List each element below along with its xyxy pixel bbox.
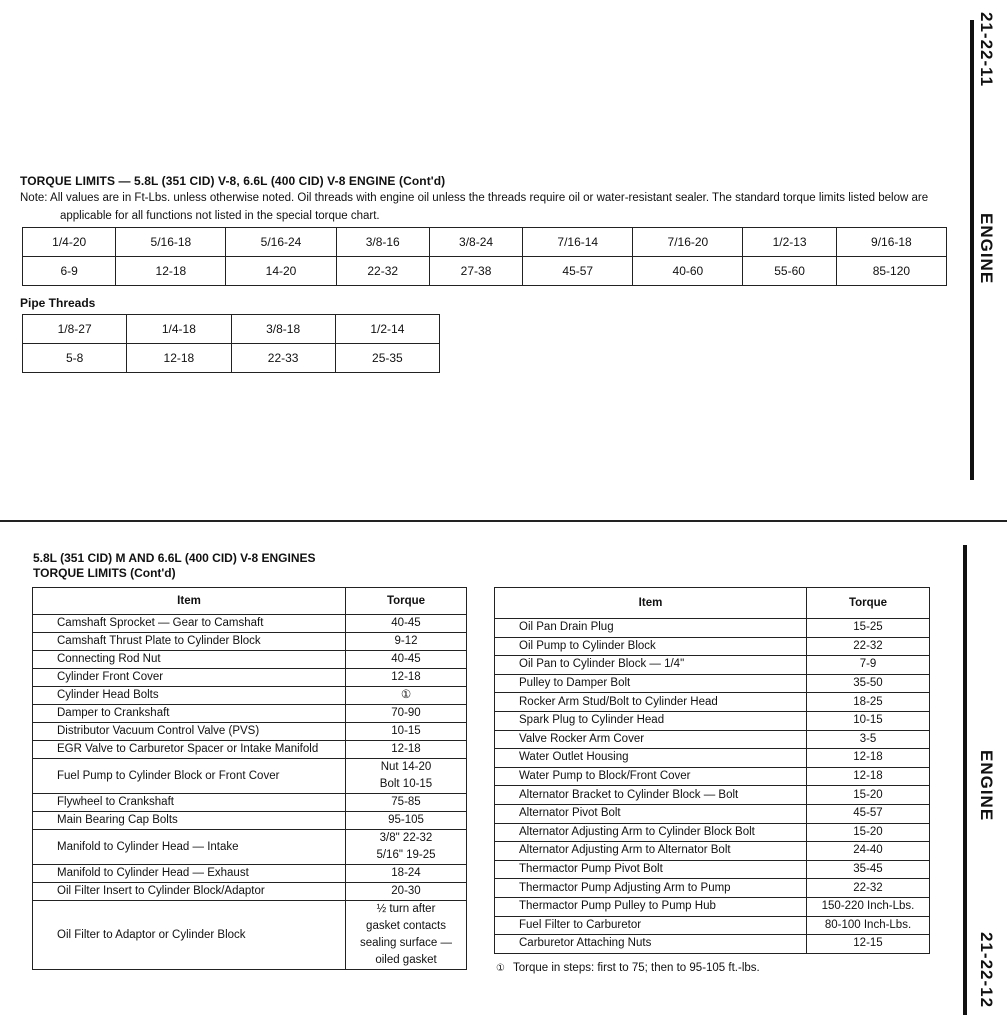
thread-torque-cell: 55-60 <box>743 257 836 286</box>
item-cell-line: Water Pump to Block/Front Cover <box>519 770 691 783</box>
thread-size-cell: 1/4-20 <box>23 228 116 257</box>
note-line-2: applicable for all functions not listed in the special torque chart. <box>60 210 380 222</box>
torque-table-right <box>494 587 930 954</box>
table-row <box>495 730 930 749</box>
item-cell <box>33 615 346 633</box>
table-row <box>33 669 467 687</box>
torque-cell-line: 15-20 <box>853 825 883 838</box>
item-cell <box>33 759 346 794</box>
footnote-mark: ① <box>496 963 505 974</box>
torque-cell <box>346 759 467 794</box>
torque-cell <box>807 804 930 823</box>
table-row <box>495 786 930 805</box>
item-cell <box>33 883 346 901</box>
side-label-bottom: ENGINE <box>977 750 996 822</box>
torque-cell <box>346 669 467 687</box>
thread-size-cell: 3/8-16 <box>336 228 429 257</box>
pipe-torque-cell: 5-8 <box>23 344 127 373</box>
torque-cell-line: 40-45 <box>391 617 421 629</box>
torque-cell-line: 35-45 <box>853 863 883 876</box>
table-row <box>495 916 930 935</box>
item-column-header: Item <box>495 588 807 619</box>
section1-note <box>20 189 955 225</box>
torque-cell <box>807 711 930 730</box>
torque-column-header: Torque <box>807 588 930 619</box>
torque-cell-line: 15-20 <box>853 788 883 801</box>
table-row <box>33 865 467 883</box>
item-cell <box>495 916 807 935</box>
item-cell <box>33 901 346 970</box>
torque-cell <box>346 705 467 723</box>
item-cell-line: Alternator Adjusting Arm to Alternator Bolt <box>519 844 731 857</box>
pipe-size-row <box>23 315 440 344</box>
footnote-text: Torque in steps: first to 75; then to 95-105 ft.-lbs. <box>512 962 760 974</box>
torque-cell-line: 95-105 <box>388 814 424 826</box>
torque-cell <box>346 651 467 669</box>
item-cell <box>495 786 807 805</box>
torque-cell <box>807 823 930 842</box>
torque-cell <box>807 879 930 898</box>
item-cell <box>495 637 807 656</box>
table-header-row <box>495 588 930 619</box>
pipe-size-cell: 3/8-18 <box>231 315 335 344</box>
table-row <box>33 705 467 723</box>
torque-cell <box>807 842 930 861</box>
table-row <box>495 749 930 768</box>
item-cell <box>495 804 807 823</box>
torque-cell <box>346 883 467 901</box>
torque-cell <box>807 767 930 786</box>
torque-cell <box>807 749 930 768</box>
table-row <box>495 823 930 842</box>
item-cell <box>33 865 346 883</box>
torque-cell-line: Bolt 10-15 <box>379 778 433 790</box>
item-cell-line: Camshaft Thrust Plate to Cylinder Block <box>57 635 261 647</box>
torque-cell <box>346 901 467 970</box>
table-row <box>495 879 930 898</box>
item-cell <box>495 619 807 638</box>
torque-cell-line: 12-18 <box>391 671 421 683</box>
pipe-torque-cell: 22-33 <box>231 344 335 373</box>
torque-cell-line: 80-100 Inch-Lbs. <box>824 918 912 931</box>
item-cell <box>33 741 346 759</box>
item-cell-line: Thermactor Pump Pulley to Pump Hub <box>519 900 716 913</box>
item-cell-line: Oil Pan Drain Plug <box>519 621 614 634</box>
thread-torque-cell: 12-18 <box>116 257 226 286</box>
table-row <box>33 812 467 830</box>
torque-cell <box>346 687 467 705</box>
item-cell-line: Oil Filter to Adaptor or Cylinder Block <box>57 928 246 941</box>
item-cell <box>33 812 346 830</box>
item-cell <box>495 767 807 786</box>
thread-size-row <box>23 228 947 257</box>
thread-size-cell: 7/16-14 <box>523 228 633 257</box>
torque-cell <box>346 812 467 830</box>
table-row <box>33 687 467 705</box>
table-row <box>495 804 930 823</box>
item-cell <box>495 935 807 954</box>
thread-size-cell: 7/16-20 <box>633 228 743 257</box>
table-row <box>33 883 467 901</box>
torque-cell-line: 24-40 <box>853 844 883 857</box>
note-line-1: Note: All values are in Ft-Lbs. unless otherwise noted. Oil threads with engine oil unless the threads require oil or water-resistant sealer. The standard torque limits listed below are <box>20 192 929 204</box>
torque-cell-line: 20-30 <box>391 885 421 897</box>
table-row <box>33 741 467 759</box>
torque-cell <box>346 615 467 633</box>
torque-cell-line: 35-50 <box>853 677 883 690</box>
footnote <box>496 962 760 974</box>
torque-cell-line: 7-9 <box>859 658 877 671</box>
table-row <box>495 711 930 730</box>
item-cell <box>33 687 346 705</box>
torque-cell-line: 12-18 <box>391 743 421 755</box>
table-row <box>33 651 467 669</box>
item-cell <box>33 830 346 865</box>
torque-cell-line: ① <box>400 689 412 701</box>
item-cell-line: Water Outlet Housing <box>519 751 629 764</box>
item-cell-line: Oil Pump to Cylinder Block <box>519 639 656 652</box>
torque-cell <box>807 916 930 935</box>
torque-cell <box>346 723 467 741</box>
torque-cell-line: 45-57 <box>853 807 883 820</box>
item-cell-line: Damper to Crankshaft <box>57 707 170 719</box>
item-cell-line: Cylinder Front Cover <box>57 671 164 683</box>
thread-size-cell: 1/2-13 <box>743 228 836 257</box>
item-cell <box>495 842 807 861</box>
table-row <box>33 830 467 865</box>
page-divider <box>0 520 1007 522</box>
torque-cell <box>807 786 930 805</box>
left-table-body <box>33 615 467 970</box>
torque-cell-line: 18-25 <box>853 695 883 708</box>
pipe-threads-label: Pipe Threads <box>20 296 96 310</box>
torque-cell <box>346 633 467 651</box>
torque-table-left <box>32 587 467 970</box>
torque-cell-line: 10-15 <box>391 725 421 737</box>
torque-cell-line: sealing surface — <box>359 937 453 949</box>
table-row <box>495 935 930 954</box>
torque-cell <box>807 656 930 675</box>
torque-cell <box>807 860 930 879</box>
item-cell-line: Distributor Vacuum Control Valve (PVS) <box>57 725 260 737</box>
item-cell <box>33 723 346 741</box>
torque-cell-line: ½ turn after <box>376 903 436 915</box>
table-row <box>495 619 930 638</box>
side-bar-top <box>970 20 974 480</box>
table-row <box>495 637 930 656</box>
item-cell <box>495 897 807 916</box>
item-cell <box>495 674 807 693</box>
item-cell-line: Flywheel to Crankshaft <box>57 796 174 808</box>
side-bar-bottom <box>963 545 967 1015</box>
item-cell <box>495 693 807 712</box>
thread-size-cell: 3/8-24 <box>429 228 522 257</box>
item-cell-line: Thermactor Pump Adjusting Arm to Pump <box>519 881 731 894</box>
item-cell <box>495 823 807 842</box>
item-cell-line: Spark Plug to Cylinder Head <box>519 714 665 727</box>
item-cell-line: Connecting Rod Nut <box>57 653 161 665</box>
table-row <box>33 794 467 812</box>
torque-cell <box>807 730 930 749</box>
torque-cell-line: 22-32 <box>853 639 883 652</box>
thread-size-cell: 5/16-24 <box>226 228 336 257</box>
table-header-row <box>33 588 467 615</box>
item-cell-line: Manifold to Cylinder Head — Intake <box>57 840 239 853</box>
torque-cell-line: 70-90 <box>391 707 421 719</box>
torque-cell-line: Nut 14-20 <box>380 761 432 773</box>
torque-cell-line: 12-18 <box>853 751 883 764</box>
item-cell-line: Pulley to Damper Bolt <box>519 677 631 690</box>
table-row <box>33 901 467 970</box>
section2-title <box>33 551 316 581</box>
thread-torque-cell: 40-60 <box>633 257 743 286</box>
item-cell <box>495 711 807 730</box>
item-cell-line: Oil Filter Insert to Cylinder Block/Adaptor <box>57 885 265 897</box>
torque-cell-line: 3/8" 22-32 <box>379 832 433 844</box>
item-cell <box>33 794 346 812</box>
thread-size-cell: 5/16-18 <box>116 228 226 257</box>
thread-torque-row <box>23 257 947 286</box>
section2-title-line1: 5.8L (351 CID) M AND 6.6L (400 CID) V-8 ENGINES <box>33 551 316 565</box>
table-row <box>495 897 930 916</box>
item-column-header: Item <box>33 588 346 615</box>
torque-cell-line: 10-15 <box>853 714 883 727</box>
pipe-torque-row <box>23 344 440 373</box>
torque-cell-line: 3-5 <box>859 732 877 745</box>
item-cell <box>495 879 807 898</box>
page-number-bottom: 21-22-12 <box>977 932 996 1009</box>
torque-cell <box>807 619 930 638</box>
torque-cell <box>346 794 467 812</box>
thread-torque-cell: 6-9 <box>23 257 116 286</box>
standard-torque-table <box>22 227 947 286</box>
table-row <box>33 633 467 651</box>
item-cell-line: Camshaft Sprocket — Gear to Camshaft <box>57 617 264 629</box>
torque-cell-line: 18-24 <box>391 867 421 879</box>
item-cell-line: Main Bearing Cap Bolts <box>57 814 178 826</box>
thread-torque-cell: 85-120 <box>836 257 946 286</box>
table-row <box>495 767 930 786</box>
item-cell-line: Fuel Filter to Carburetor <box>519 918 642 931</box>
item-cell-line: Carburetor Attaching Nuts <box>519 937 652 950</box>
item-cell <box>33 633 346 651</box>
item-cell-line: Oil Pan to Cylinder Block — 1/4" <box>519 658 685 671</box>
item-cell <box>495 656 807 675</box>
torque-cell <box>807 935 930 954</box>
table-row <box>495 656 930 675</box>
torque-cell <box>807 693 930 712</box>
thread-torque-cell: 22-32 <box>336 257 429 286</box>
item-cell <box>495 860 807 879</box>
thread-torque-cell: 27-38 <box>429 257 522 286</box>
section2-title-line2: TORQUE LIMITS (Cont'd) <box>33 566 176 580</box>
torque-cell-line: 150-220 Inch-Lbs. <box>821 900 915 913</box>
torque-cell <box>346 830 467 865</box>
item-cell-line: Thermactor Pump Pivot Bolt <box>519 863 663 876</box>
item-cell-line: EGR Valve to Carburetor Spacer or Intake Manifold <box>57 743 319 755</box>
torque-cell-line: 12-18 <box>853 770 883 783</box>
pipe-torque-cell: 12-18 <box>127 344 231 373</box>
section1-title: TORQUE LIMITS — 5.8L (351 CID) V-8, 6.6L (400 CID) V-8 ENGINE (Cont'd) <box>20 174 446 188</box>
pipe-size-cell: 1/2-14 <box>335 315 439 344</box>
torque-cell-line: 75-85 <box>391 796 421 808</box>
thread-torque-cell: 14-20 <box>226 257 336 286</box>
table-row <box>495 674 930 693</box>
pipe-threads-table <box>22 314 440 373</box>
side-label-top: ENGINE <box>977 213 996 285</box>
item-cell-line: Alternator Pivot Bolt <box>519 807 621 820</box>
torque-cell-line: oiled gasket <box>375 954 437 966</box>
thread-torque-cell: 45-57 <box>523 257 633 286</box>
item-cell-line: Fuel Pump to Cylinder Block or Front Cover <box>57 769 280 782</box>
table-row <box>495 860 930 879</box>
torque-cell <box>346 741 467 759</box>
table-row <box>33 723 467 741</box>
torque-cell <box>807 674 930 693</box>
item-cell <box>495 730 807 749</box>
torque-cell-line: 40-45 <box>391 653 421 665</box>
torque-column-header: Torque <box>346 588 467 615</box>
item-cell <box>495 749 807 768</box>
thread-size-cell: 9/16-18 <box>836 228 946 257</box>
torque-cell <box>346 865 467 883</box>
pipe-size-cell: 1/8-27 <box>23 315 127 344</box>
item-cell <box>33 669 346 687</box>
torque-cell-line: 5/16" 19-25 <box>376 849 436 861</box>
table-row <box>495 693 930 712</box>
item-cell-line: Valve Rocker Arm Cover <box>519 732 645 745</box>
torque-cell <box>807 897 930 916</box>
item-cell <box>33 651 346 669</box>
torque-cell-line: 12-15 <box>853 937 883 950</box>
item-cell-line: Cylinder Head Bolts <box>57 689 159 701</box>
item-cell-line: Alternator Bracket to Cylinder Block — Bolt <box>519 788 739 801</box>
torque-cell <box>807 637 930 656</box>
pipe-torque-cell: 25-35 <box>335 344 439 373</box>
torque-cell-line: 15-25 <box>853 621 883 634</box>
right-table-body <box>495 619 930 954</box>
page-number-top: 21-22-11 <box>977 12 996 88</box>
torque-cell-line: gasket contacts <box>366 920 446 932</box>
table-row <box>495 842 930 861</box>
item-cell-line: Rocker Arm Stud/Bolt to Cylinder Head <box>519 695 718 708</box>
item-cell-line: Manifold to Cylinder Head — Exhaust <box>57 867 249 879</box>
item-cell-line: Alternator Adjusting Arm to Cylinder Block Bolt <box>519 825 755 838</box>
item-cell <box>33 705 346 723</box>
table-row <box>33 615 467 633</box>
torque-cell-line: 9-12 <box>394 635 418 647</box>
pipe-size-cell: 1/4-18 <box>127 315 231 344</box>
torque-cell-line: 22-32 <box>853 881 883 894</box>
table-row <box>33 759 467 794</box>
